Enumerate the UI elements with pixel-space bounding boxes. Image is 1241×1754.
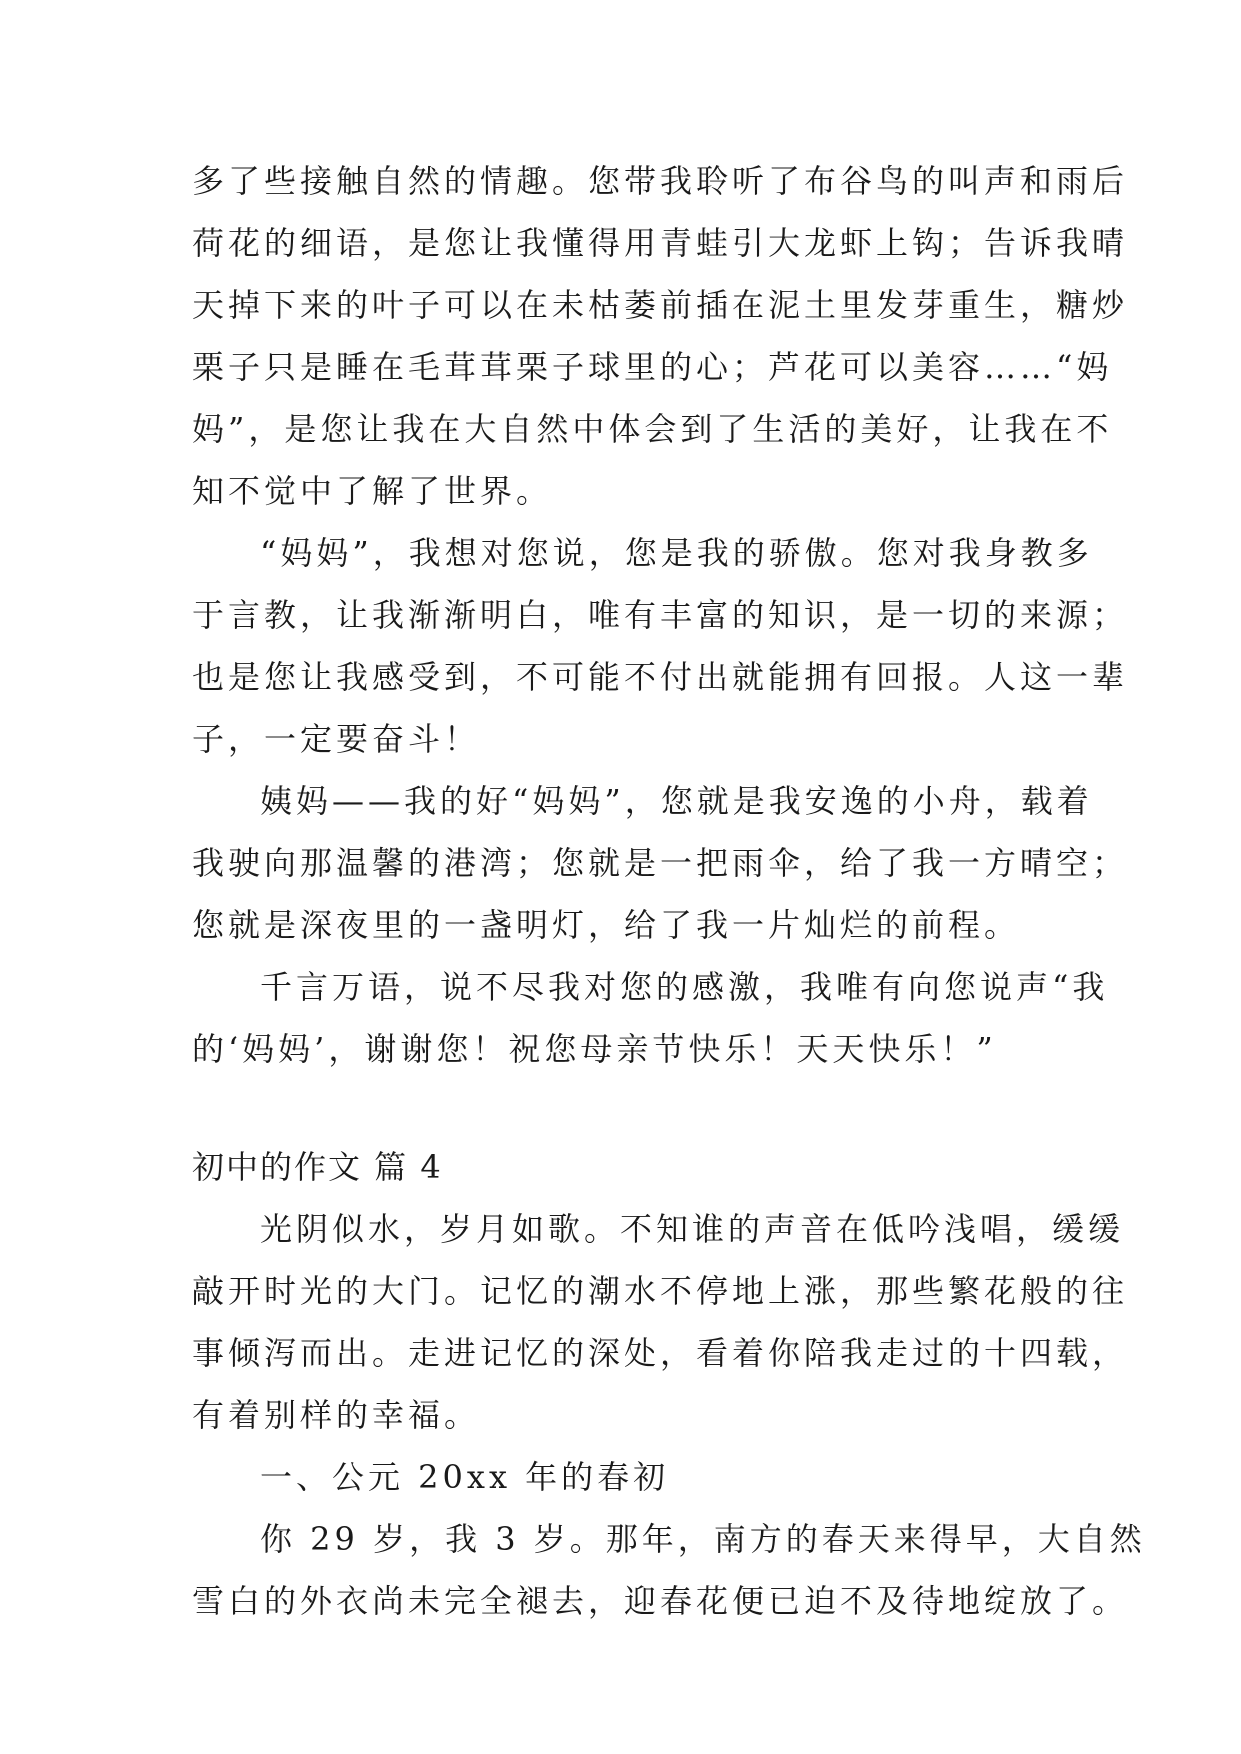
text-line: 天掉下来的叶子可以在未枯萎前插在泥土里发芽重生，糖炒 [192, 286, 1129, 324]
text-line: 栗子只是睡在毛茸茸栗子球里的心；芦花可以美容……“妈 [192, 348, 1113, 386]
section-gap [192, 1080, 1062, 1136]
text-line: 雪白的外衣尚未完全褪去，迎春花便已迫不及待地绽放了。 [192, 1582, 1129, 1620]
text-line: 敲开时光的大门。记忆的潮水不停地上涨，那些繁花般的往 [192, 1272, 1129, 1310]
subheading: 一、公元 20xx 年的春初 [260, 1458, 670, 1496]
paragraph-5 [192, 1198, 1129, 1446]
paragraph-2 [192, 522, 1129, 770]
text-line: 姨妈——我的好“妈妈”，您就是我安逸的小舟，载着 [260, 782, 1093, 820]
text-line: 你 29 岁，我 3 岁。那年，南方的春天来得早，大自然 [260, 1520, 1146, 1558]
text-line: 子，一定要奋斗！ [192, 720, 481, 758]
text-line: 妈”，是您让我在大自然中体会到了生活的美好，让我在不 [192, 410, 1113, 448]
text-line: 事倾泻而出。走进记忆的深处，看着你陪我走过的十四载， [192, 1334, 1129, 1372]
text-line: 的‘妈妈’，谢谢您！祝您母亲节快乐！天天快乐！” [192, 1030, 997, 1068]
text-line: 荷花的细语，是您让我懂得用青蛙引大龙虾上钩；告诉我晴 [192, 224, 1129, 262]
text-line: 我驶向那温馨的港湾；您就是一把雨伞，给了我一方晴空； [192, 844, 1129, 882]
paragraph-6 [192, 1508, 1146, 1632]
text-line: 多了些接触自然的情趣。您带我聆听了布谷鸟的叫声和雨后 [192, 162, 1129, 200]
text-line: 您就是深夜里的一盏明灯，给了我一片灿烂的前程。 [192, 906, 1021, 944]
text-line: 千言万语，说不尽我对您的感激，我唯有向您说声“我 [260, 968, 1109, 1006]
paragraph-1 [192, 150, 1129, 522]
section-title: 初中的作文 篇 4 [192, 1148, 443, 1186]
text-line: 也是您让我感受到，不可能不付出就能拥有回报。人这一辈 [192, 658, 1129, 696]
paragraph-3 [192, 770, 1129, 956]
text-line: 于言教，让我渐渐明白，唯有丰富的知识，是一切的来源； [192, 596, 1129, 634]
document-page [192, 150, 1146, 1632]
text-line: 有着别样的幸福。 [192, 1396, 481, 1434]
paragraph-4 [192, 956, 1109, 1080]
text-line: “妈妈”，我想对您说，您是我的骄傲。您对我身教多 [260, 534, 1093, 572]
text-line: 知不觉中了解了世界。 [192, 472, 553, 510]
text-line: 光阴似水，岁月如歌。不知谁的声音在低吟浅唱，缓缓 [260, 1210, 1125, 1248]
